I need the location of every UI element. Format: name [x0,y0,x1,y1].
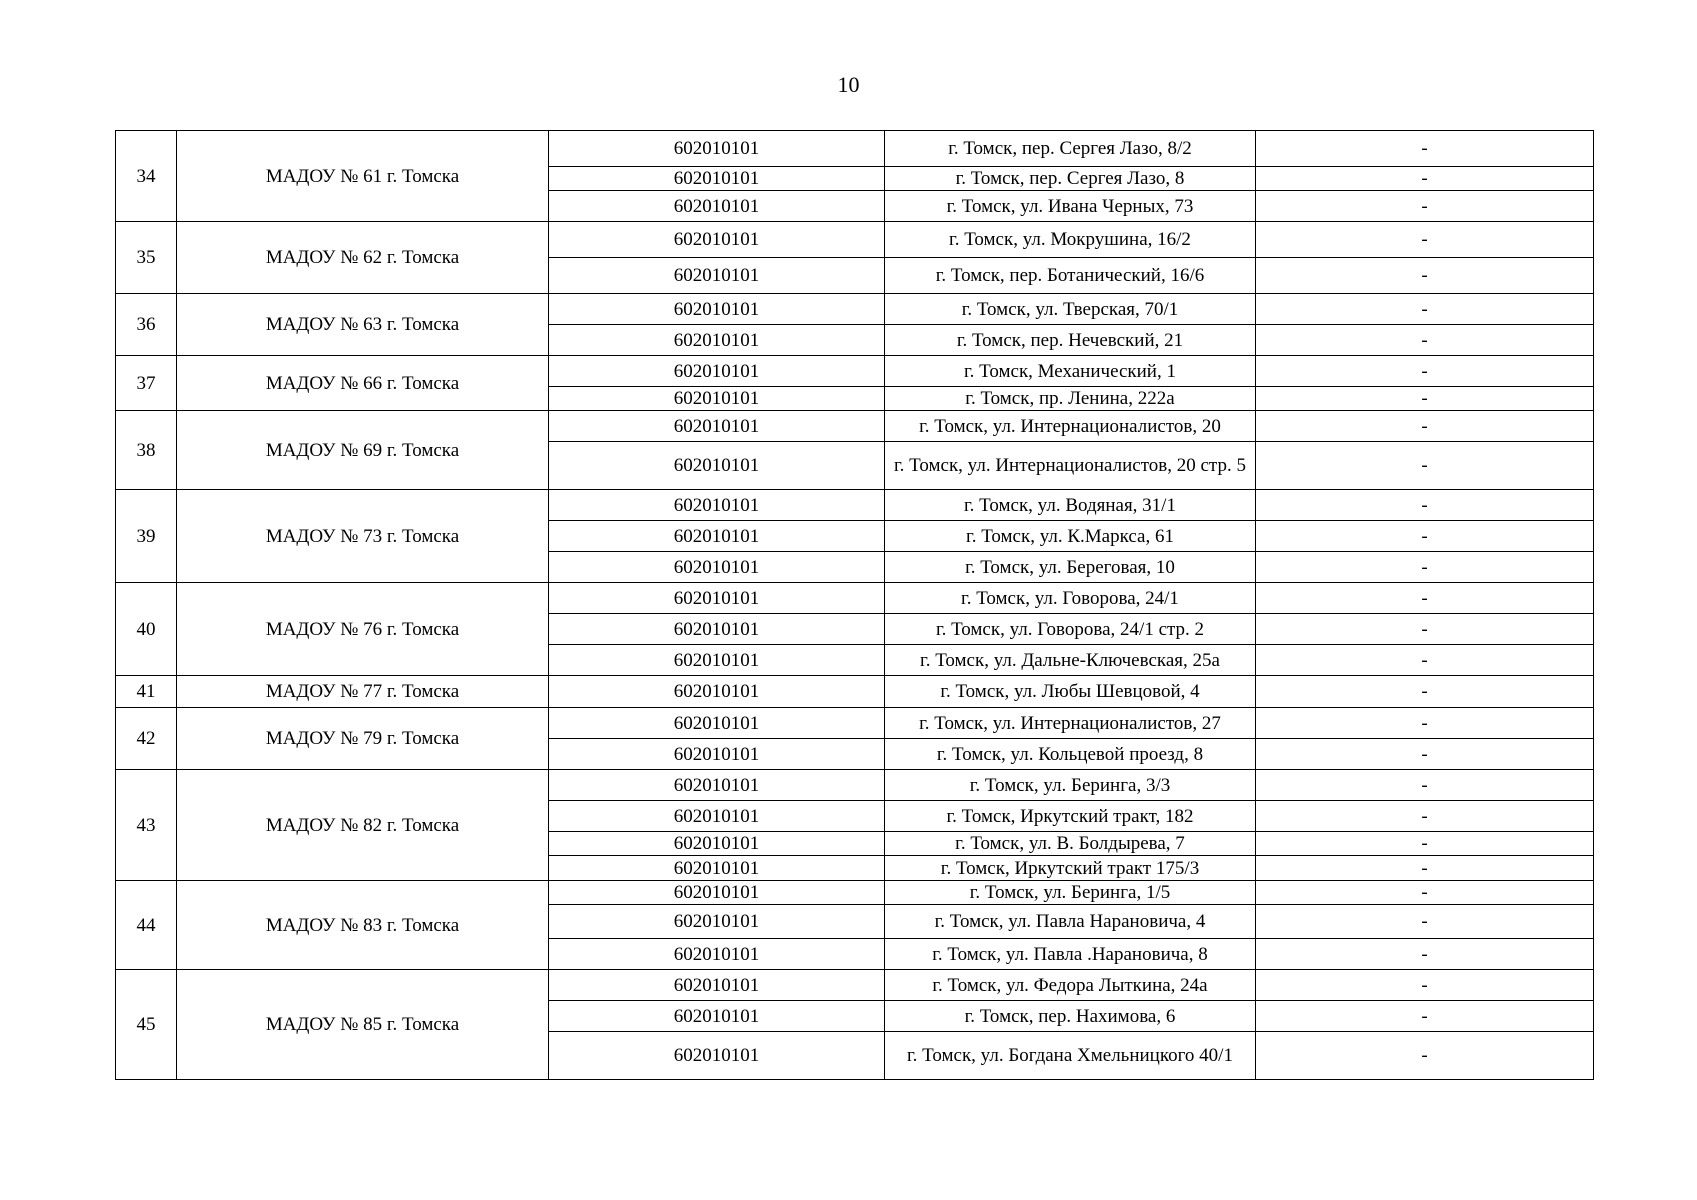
address-cell: г. Томск, ул. В. Болдырева, 7 [885,832,1256,856]
note-cell: - [1256,939,1594,970]
note-cell: - [1256,739,1594,770]
note-cell: - [1256,131,1594,167]
code-cell: 602010101 [549,387,885,411]
address-cell: г. Томск, ул. Интернационалистов, 20 [885,411,1256,442]
address-cell: г. Томск, пер. Ботанический, 16/6 [885,258,1256,294]
note-cell: - [1256,490,1594,521]
note-cell: - [1256,676,1594,708]
code-cell: 602010101 [549,1001,885,1032]
note-cell: - [1256,583,1594,614]
code-cell: 602010101 [549,258,885,294]
address-cell: г. Томск, ул. Тверская, 70/1 [885,294,1256,325]
note-cell: - [1256,258,1594,294]
address-cell: г. Томск, Механический, 1 [885,356,1256,387]
address-cell: г. Томск, ул. Беринга, 3/3 [885,770,1256,801]
address-cell: г. Томск, пер. Сергея Лазо, 8 [885,167,1256,191]
code-cell: 602010101 [549,521,885,552]
note-cell: - [1256,832,1594,856]
table-row [116,356,1594,387]
code-cell: 602010101 [549,770,885,801]
institution-name: МАДОУ № 69 г. Томска [177,411,549,490]
note-cell: - [1256,552,1594,583]
institution-name: МАДОУ № 73 г. Томска [177,490,549,583]
code-cell: 602010101 [549,490,885,521]
code-cell: 602010101 [549,739,885,770]
row-number: 36 [116,294,177,356]
institution-name: МАДОУ № 63 г. Томска [177,294,549,356]
code-cell: 602010101 [549,856,885,881]
table-row [116,676,1594,708]
address-cell: г. Томск, Иркутский тракт 175/3 [885,856,1256,881]
address-cell: г. Томск, ул. Интернационалистов, 20 стр. 5 [885,442,1256,490]
note-cell: - [1256,1032,1594,1080]
institutions-table [115,130,1594,1080]
address-cell: г. Томск, ул. Федора Лыткина, 24а [885,970,1256,1001]
code-cell: 602010101 [549,614,885,645]
code-cell: 602010101 [549,583,885,614]
institution-name: МАДОУ № 85 г. Томска [177,970,549,1080]
note-cell: - [1256,222,1594,258]
code-cell: 602010101 [549,676,885,708]
institution-name: МАДОУ № 62 г. Томска [177,222,549,294]
note-cell: - [1256,442,1594,490]
address-cell: г. Томск, ул. Кольцевой проезд, 8 [885,739,1256,770]
row-number: 40 [116,583,177,676]
note-cell: - [1256,708,1594,739]
address-cell: г. Томск, ул. Говорова, 24/1 стр. 2 [885,614,1256,645]
code-cell: 602010101 [549,131,885,167]
address-cell: г. Томск, ул. Павла Нарановича, 4 [885,905,1256,939]
address-cell: г. Томск, ул. Любы Шевцовой, 4 [885,676,1256,708]
code-cell: 602010101 [549,552,885,583]
note-cell: - [1256,521,1594,552]
code-cell: 602010101 [549,325,885,356]
note-cell: - [1256,411,1594,442]
row-number: 41 [116,676,177,708]
note-cell: - [1256,801,1594,832]
address-cell: г. Томск, пер. Нечевский, 21 [885,325,1256,356]
row-number: 43 [116,770,177,881]
address-cell: г. Томск, ул. Беринга, 1/5 [885,881,1256,905]
address-cell: г. Томск, ул. Ивана Черных, 73 [885,191,1256,222]
table-row [116,881,1594,905]
table-row [116,222,1594,258]
row-number: 39 [116,490,177,583]
note-cell: - [1256,1001,1594,1032]
row-number: 42 [116,708,177,770]
table-body [116,131,1594,1080]
address-cell: г. Томск, ул. Дальне-Ключевская, 25а [885,645,1256,676]
note-cell: - [1256,970,1594,1001]
address-cell: г. Томск, Иркутский тракт, 182 [885,801,1256,832]
institution-name: МАДОУ № 61 г. Томска [177,131,549,222]
institution-name: МАДОУ № 76 г. Томска [177,583,549,676]
note-cell: - [1256,294,1594,325]
note-cell: - [1256,325,1594,356]
note-cell: - [1256,905,1594,939]
address-cell: г. Томск, ул. Богдана Хмельницкого 40/1 [885,1032,1256,1080]
row-number: 45 [116,970,177,1080]
note-cell: - [1256,645,1594,676]
note-cell: - [1256,167,1594,191]
table-row [116,294,1594,325]
table-row [116,131,1594,167]
code-cell: 602010101 [549,356,885,387]
address-cell: г. Томск, ул. Говорова, 24/1 [885,583,1256,614]
row-number: 44 [116,881,177,970]
address-cell: г. Томск, пер. Сергея Лазо, 8/2 [885,131,1256,167]
row-number: 35 [116,222,177,294]
institution-name: МАДОУ № 83 г. Томска [177,881,549,970]
code-cell: 602010101 [549,801,885,832]
institution-name: МАДОУ № 77 г. Томска [177,676,549,708]
page-number: 10 [837,72,860,97]
address-cell: г. Томск, ул. Интернационалистов, 27 [885,708,1256,739]
table-row [116,770,1594,801]
note-cell: - [1256,387,1594,411]
address-cell: г. Томск, ул. К.Маркса, 61 [885,521,1256,552]
row-number: 37 [116,356,177,411]
address-cell: г. Томск, ул. Мокрушина, 16/2 [885,222,1256,258]
row-number: 38 [116,411,177,490]
note-cell: - [1256,614,1594,645]
code-cell: 602010101 [549,1032,885,1080]
table-row [116,490,1594,521]
row-number: 34 [116,131,177,222]
address-cell: г. Томск, ул. Береговая, 10 [885,552,1256,583]
code-cell: 602010101 [549,294,885,325]
code-cell: 602010101 [549,222,885,258]
address-cell: г. Томск, пр. Ленина, 222а [885,387,1256,411]
institution-name: МАДОУ № 66 г. Томска [177,356,549,411]
code-cell: 602010101 [549,411,885,442]
code-cell: 602010101 [549,832,885,856]
table-row [116,583,1594,614]
code-cell: 602010101 [549,970,885,1001]
address-cell: г. Томск, пер. Нахимова, 6 [885,1001,1256,1032]
address-cell: г. Томск, ул. Водяная, 31/1 [885,490,1256,521]
note-cell: - [1256,856,1594,881]
code-cell: 602010101 [549,191,885,222]
address-cell: г. Томск, ул. Павла .Нарановича, 8 [885,939,1256,970]
note-cell: - [1256,770,1594,801]
code-cell: 602010101 [549,905,885,939]
table-row [116,970,1594,1001]
institution-name: МАДОУ № 82 г. Томска [177,770,549,881]
note-cell: - [1256,356,1594,387]
note-cell: - [1256,191,1594,222]
institution-name: МАДОУ № 79 г. Томска [177,708,549,770]
code-cell: 602010101 [549,939,885,970]
code-cell: 602010101 [549,645,885,676]
code-cell: 602010101 [549,881,885,905]
note-cell: - [1256,881,1594,905]
table-row [116,708,1594,739]
code-cell: 602010101 [549,708,885,739]
code-cell: 602010101 [549,442,885,490]
code-cell: 602010101 [549,167,885,191]
table-row [116,411,1594,442]
